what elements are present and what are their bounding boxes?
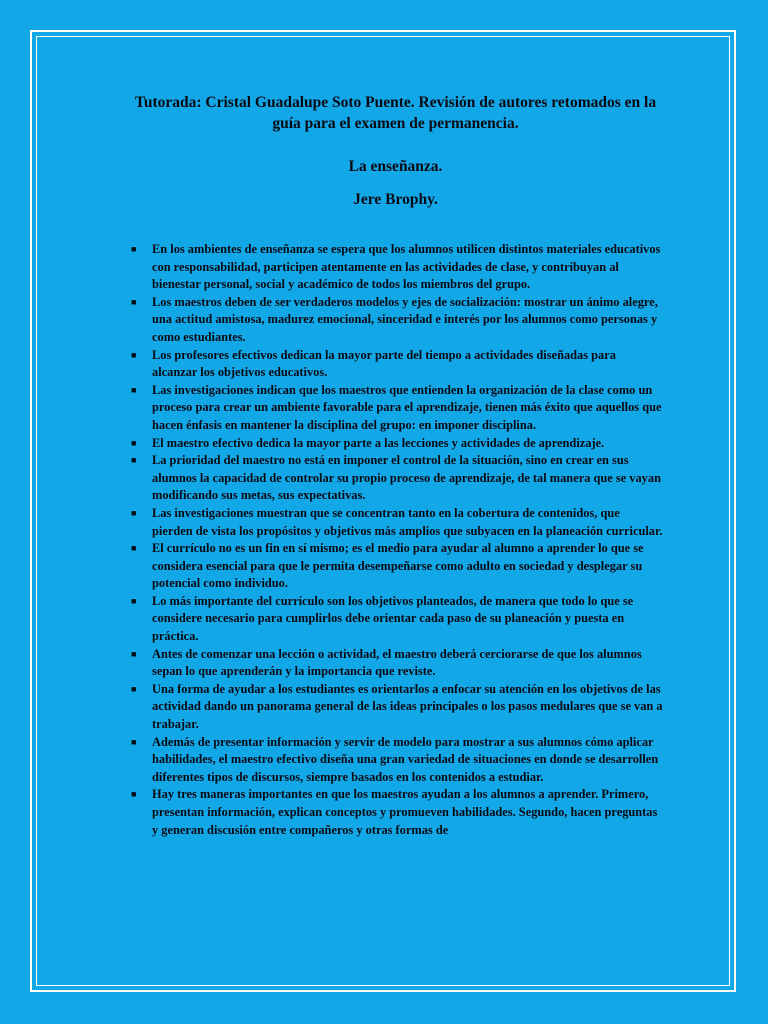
document-content [128,92,663,839]
bullet-icon: ■ [131,244,137,254]
bullet-list [128,241,663,839]
document-title: Tutorada: Cristal Guadalupe Soto Puente. Revisión de autores retomados en la guía para el examen de permanencia. [134,94,657,132]
list-item [128,681,663,734]
bullet-icon: ■ [131,736,137,747]
bullet-icon: ■ [131,543,137,554]
bullet-icon: ■ [131,648,137,659]
document-author: Jere Brophy. [353,191,438,208]
list-item-text: El maestro efectivo dedica la mayor parte a las lecciones y actividades de aprendizaje. [152,435,605,450]
bullet-icon: ■ [131,455,137,466]
list-item [128,540,663,593]
list-item [128,646,663,681]
document-topic: La enseñanza. [348,158,443,175]
list-item-text: Lo más importante del currículo son los objetivos planteados, de manera que todo lo que se considere necesario para cumplirlos debe orientar cada paso de su planeación y puesta en práctica. [152,593,634,644]
list-item-text: Los profesores efectivos dedican la mayor parte del tiempo a actividades diseñadas para alcanzar los objetivos educativos. [152,347,616,380]
bullet-icon: ■ [131,507,137,518]
list-item-text: En los ambientes de enseñanza se espera que los alumnos utilicen distintos materiales educativos con responsabilidad, participen atentamente en las actividades de clase, y contribuyan al bienestar personal, social y académico de todos los miembros del grupo. [152,242,661,292]
list-item [128,294,663,347]
bullet-icon: ■ [131,384,137,395]
list-item-text: La prioridad del maestro no está en imponer el control de la situación, sino en crear en sus alumnos la capacidad de controlar su propio proceso de aprendizaje, de tal manera que se vayan modificando sus metas, sus expectativas. [152,453,661,503]
bullet-icon: ■ [131,683,137,694]
bullet-icon: ■ [131,437,137,448]
list-item [128,382,663,435]
bullet-icon: ■ [131,595,137,606]
list-item [128,347,663,382]
list-item-text: El currículo no es un fin en sí mismo; es el medio para ayudar al alumno a aprender lo que se considera esencial para que le permita desempeñarse como adulto en sociedad y desplegar su potencial como individuo. [152,541,644,591]
list-item-text: Los maestros deben de ser verdaderos modelos y ejes de socialización: mostrar un ánimo alegre, una actitud amistosa, madurez emocional, sinceridad e interés por los alumnos como personas y como estudiantes. [152,294,658,344]
list-item [128,241,663,294]
list-item [128,452,663,505]
list-item-text: Además de presentar información y servir de modelo para mostrar a sus alumnos cómo aplicar habilidades, el maestro efectivo diseña una gran variedad de situaciones en donde se desarrollen diferentes tipos de discursos, siempre basados en los contenidos a estudiar. [152,734,659,784]
bullet-icon: ■ [131,789,137,800]
list-item-text: Antes de comenzar una lección o actividad, el maestro deberá cerciorarse de que los alumnos sepan lo que aprenderán y la importancia que reviste. [152,646,642,679]
list-item-text: Hay tres maneras importantes en que los maestros ayudan a los alumnos a aprender. Primero, presentan información, explican conceptos y promueven habilidades. Segundo, hacen preguntas y generan discusión entre compañeros y otras formas de [152,787,658,837]
list-item [128,734,663,787]
list-item [128,435,663,453]
list-item-text: Las investigaciones muestran que se concentran tanto en la cobertura de contenidos, que pierden de vista los propósitos y objetivos más amplios que subyacen en la planeación curricular. [152,505,663,538]
list-item [128,786,663,839]
bullet-icon: ■ [131,296,137,307]
list-item-text: Una forma de ayudar a los estudiantes es orientarlos a enfocar su atención en los objetivos de las actividad dando un panorama general de las ideas principales o los pasos medulares que se van a trabajar. [152,681,663,732]
list-item [128,593,663,646]
list-item [128,505,663,540]
bullet-icon: ■ [131,349,137,360]
list-item-text: Las investigaciones indican que los maestros que entienden la organización de la clase como un proceso para crear un ambiente favorable para el aprendizaje, tienen más éxito que aquellos que hacen énfasis en mantener la disciplina del grupo: en imponer disciplina. [152,382,662,432]
